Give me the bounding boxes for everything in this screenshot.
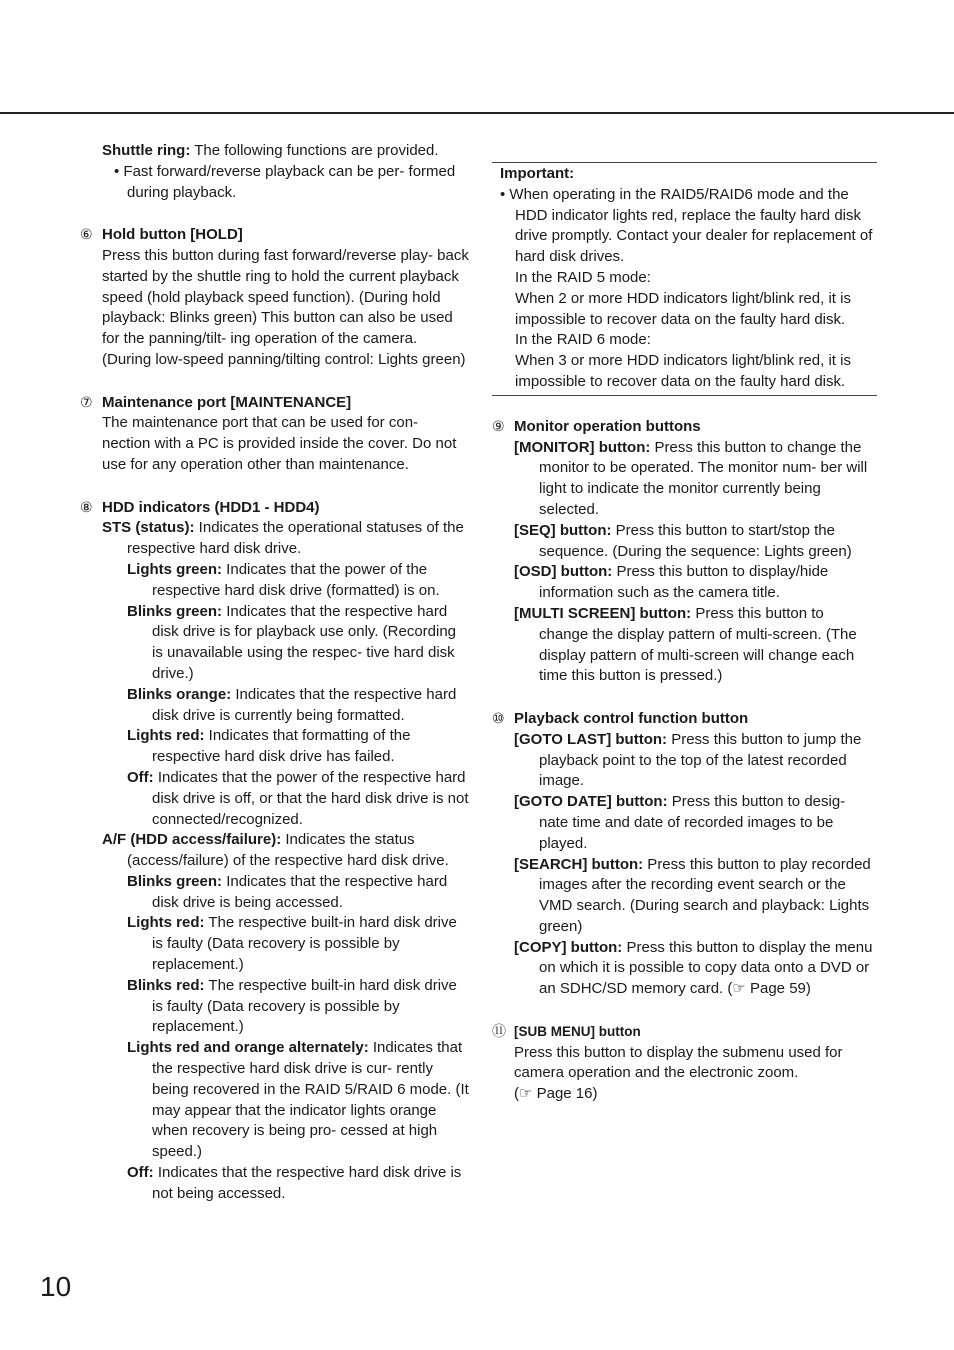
raid6-title: In the RAID 6 mode:: [515, 331, 651, 349]
af-item: Off: Indicates that the respective hard disk drive is not being accessed.: [127, 1164, 462, 1202]
maintenance-description: The maintenance port that can be used for con- nection with a PC is provided inside the cover. Do not use for any operation other than maintenance.: [102, 414, 457, 473]
sts-status-paragraph: STS (status): Indicates the operational statuses of the respective hard disk drive.: [102, 519, 464, 558]
af-item: Blinks red: The respective built-in hard disk drive is faulty (Data recovery is possible by replacement.): [127, 976, 457, 1036]
circled-number-7: ⑦: [80, 393, 93, 410]
submenu-page-ref: (☞ Page 16): [514, 1085, 598, 1103]
af-item: Blinks green: Indicates that the respective hard disk drive is being accessed.: [127, 872, 448, 911]
raid5-text: When 2 or more HDD indicators light/blink red, it is impossible to recover data on the faulty hard disk.: [515, 289, 851, 328]
raid5-title: In the RAID 5 mode:: [515, 268, 651, 286]
sts-item: Lights red: Indicates that formatting of the respective hard disk drive has failed.: [127, 727, 411, 766]
important-box: [492, 162, 877, 396]
sts-item: Off: Indicates that the power of the respective hard disk drive is off, or that the hard disk drive is not connected/recognized.: [127, 768, 469, 828]
circled-number-8: ⑧: [80, 498, 93, 515]
playback-heading: ⑩ Playback control function button: [492, 709, 749, 727]
sts-item: Blinks green: Indicates that the respective hard disk drive is for playback use only. (Recording is unavailable using the respec- tive hard disk drive.): [127, 602, 457, 682]
circled-number-9: ⑨: [492, 417, 505, 434]
submenu-heading: ⑪ [SUB MENU] button: [492, 1021, 877, 1043]
hold-heading: ⑥ Hold button [HOLD]: [80, 226, 243, 244]
playback-item: [SEARCH] button: Press this button to play recorded images after the recording event search or the VMD search. (During search and playback: Lights green): [514, 855, 871, 935]
sts-item: Lights green: Indicates that the power of the respective hard disk drive (formatted) is on.: [127, 560, 440, 599]
submenu-description: Press this button to display the submenu used for camera operation and the electronic zoom.: [514, 1043, 843, 1082]
monitor-item: [MULTI SCREEN] button: Press this button to change the display pattern of multi-screen. (The display pattern of multi-screen will change each time this button is pressed.): [514, 604, 857, 685]
hdd-heading: ⑧ HDD indicators (HDD1 - HDD4): [80, 498, 320, 516]
playback-item: [GOTO LAST] button: Press this button to jump the playback point to the top of the latest recorded image.: [514, 730, 862, 790]
circled-number-10: ⑩: [492, 709, 505, 726]
af-item: Lights red and orange alternately: Indicates that the respective hard disk drive is cur- rently being recovered in the RAID 5/RAID 6 mode. (It may appear that the indicator lights orange when recovery is being pro- cessed at high speed.): [127, 1039, 469, 1161]
shuttle-ring-bullet: • Fast forward/reverse playback can be per- formed during playback.: [114, 162, 456, 201]
playback-item: [COPY] button: Press this button to display the menu on which it is possible to copy data onto a DVD or an SDHC/SD memory card. (☞ Page 59): [514, 938, 873, 998]
maintenance-heading: ⑦ Maintenance port [MAINTENANCE]: [80, 393, 352, 411]
raid6-text: When 3 or more HDD indicators light/blink red, it is impossible to recover data on the faulty hard disk.: [515, 352, 851, 390]
sts-item: Blinks orange: Indicates that the respective hard disk drive is currently being formatted.: [127, 685, 457, 724]
playback-item: [GOTO DATE] button: Press this button to desig- nate time and date of recorded images to be played.: [514, 793, 846, 852]
left-column: [80, 141, 470, 1205]
af-status-paragraph: A/F (HDD access/failure): Indicates the status (access/failure) of the respective hard disk drive.: [102, 831, 449, 870]
circled-number-6: ⑥: [80, 226, 93, 243]
monitor-item: [OSD] button: Press this button to display/hide information such as the camera title.: [514, 563, 829, 602]
right-column: [492, 162, 877, 1105]
circled-number-11: ⑪: [492, 1022, 506, 1039]
shuttle-ring-paragraph: Shuttle ring: The following functions are provided.: [102, 142, 439, 159]
monitor-item: [MONITOR] button: Press this button to change the monitor to be operated. The monitor num- ber will light to indicate the monitor currently being selected.: [514, 438, 868, 518]
important-title: Important:: [500, 165, 575, 182]
monitor-item: [SEQ] button: Press this button to start/stop the sequence. (During the sequence: Lights green): [514, 521, 852, 560]
af-item: Lights red: The respective built-in hard disk drive is faulty (Data recovery is possible by replacement.): [127, 914, 457, 974]
monitor-heading: ⑨ Monitor operation buttons: [492, 417, 701, 435]
header-rule: [0, 112, 954, 114]
important-bullet: • When operating in the RAID5/RAID6 mode and the HDD indicator lights red, replace the faulty hard disk drive promptly. Contact your dealer for replacement of hard disk drives.: [500, 185, 873, 266]
page-number: 10: [40, 1271, 72, 1302]
hold-description: Press this button during fast forward/reverse play- back started by the shuttle ring to hold the current playback speed (hold playback speed function). (During hold playback: Blinks green) This button can also be used for the panning/tilt- ing operation of the camera. (During low-speed panning/tilting control: Lights green): [102, 246, 469, 368]
